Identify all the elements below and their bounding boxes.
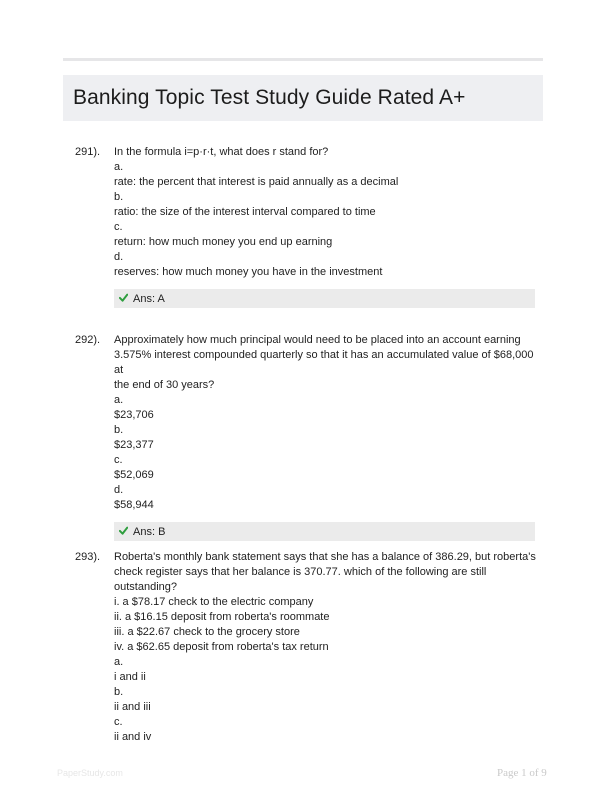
answer-bar: [114, 522, 535, 541]
top-divider: [63, 58, 543, 61]
option-text: ii and iii: [114, 701, 151, 713]
option-text: $23,706: [114, 409, 154, 421]
statement-item: ii. a $16.15 deposit from roberta's roommate: [114, 611, 330, 623]
question-text: Approximately how much principal would need to be placed into an account earning: [114, 334, 521, 346]
option-letter: b.: [114, 424, 124, 436]
answer-bar: [114, 289, 535, 308]
question-body: [114, 145, 539, 280]
option-letter: d.: [114, 484, 124, 496]
question-text: outstanding?: [114, 581, 177, 593]
option-text: reserves: how much money you have in the investment: [114, 266, 383, 278]
option-letter: d.: [114, 251, 124, 263]
option-text: i and ii: [114, 671, 146, 683]
option-letter: b.: [114, 686, 124, 698]
option-letter: c.: [114, 716, 123, 728]
question-292: [63, 333, 543, 541]
question-text: Roberta's monthly bank statement says that she has a balance of 386.29, but roberta's: [114, 551, 536, 563]
page-number: Page 1 of 9: [497, 767, 547, 779]
question-291: [63, 145, 543, 308]
option-text: rate: the percent that interest is paid annually as a decimal: [114, 176, 399, 188]
question-text: In the formula i=p·r·t, what does r stand for?: [114, 146, 329, 158]
title-banner: [63, 75, 543, 121]
question-text: 3.575% interest compounded quarterly so that it has an accumulated value of $68,000 at: [114, 349, 534, 376]
option-text: ratio: the size of the interest interval compared to time: [114, 206, 376, 218]
option-letter: a.: [114, 161, 124, 173]
option-letter: b.: [114, 191, 124, 203]
option-letter: a.: [114, 394, 124, 406]
check-icon: [119, 293, 128, 302]
check-icon: [119, 526, 128, 535]
question-body: [114, 333, 539, 513]
option-text: return: how much money you end up earning: [114, 236, 333, 248]
question-number: 292).: [75, 334, 101, 346]
question-body: [114, 550, 539, 745]
footer-watermark: PaperStudy.com: [57, 768, 123, 778]
option-text: $23,377: [114, 439, 154, 451]
statement-item: iii. a $22.67 check to the grocery store: [114, 626, 300, 638]
option-letter: c.: [114, 454, 123, 466]
answer-text: Ans: B: [133, 525, 166, 538]
option-letter: a.: [114, 656, 124, 668]
question-text: the end of 30 years?: [114, 379, 215, 391]
question-text: check register says that her balance is 370.77. which of the following are still: [114, 566, 487, 578]
answer-text: Ans: A: [133, 292, 165, 305]
option-text: $58,944: [114, 499, 154, 511]
question-293: [63, 550, 543, 745]
option-letter: c.: [114, 221, 123, 233]
question-number: 291).: [75, 146, 101, 158]
question-number: 293).: [75, 551, 101, 563]
option-text: ii and iv: [114, 731, 152, 743]
statement-item: i. a $78.17 check to the electric company: [114, 596, 314, 608]
option-text: $52,069: [114, 469, 154, 481]
statement-item: iv. a $62.65 deposit from roberta's tax return: [114, 641, 329, 653]
document-title: Banking Topic Test Study Guide Rated A+: [73, 86, 466, 109]
